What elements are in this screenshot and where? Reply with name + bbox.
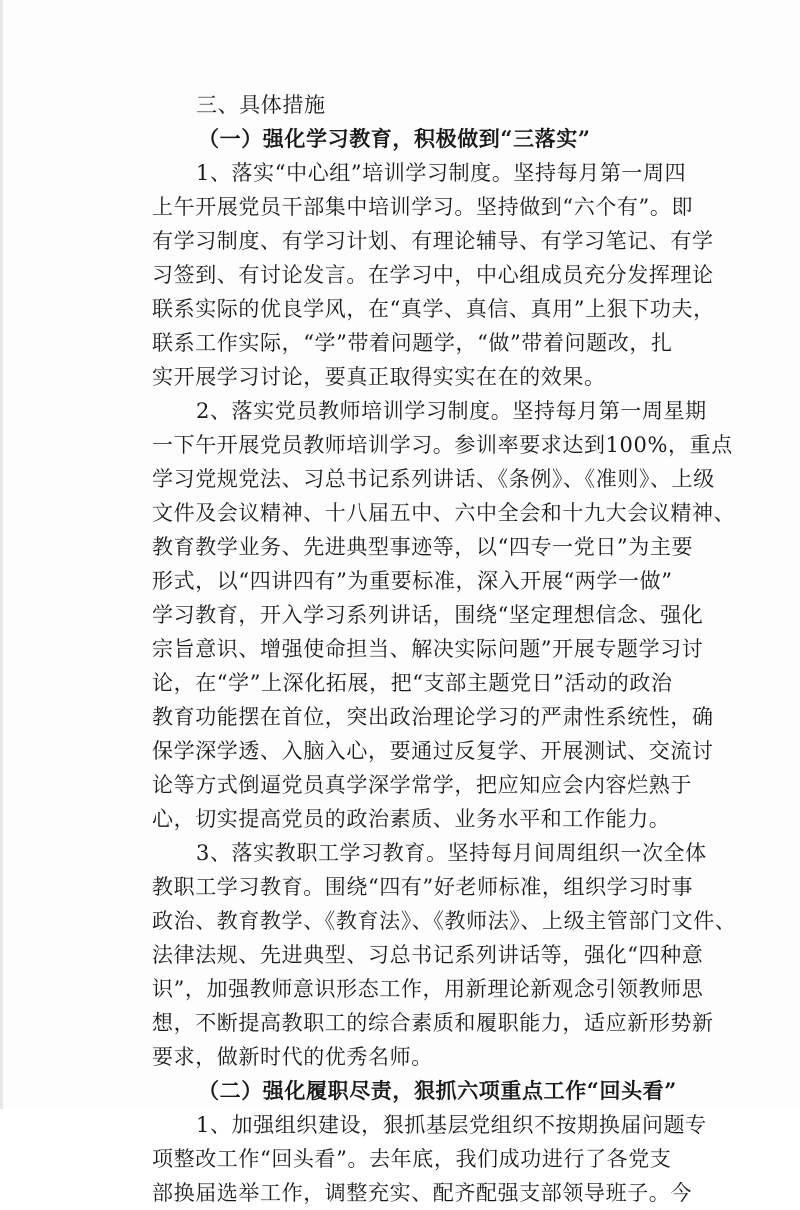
paragraph-line: 政治、教育教学、《教育法》、《教师法》、上级主管部门文件、 (152, 909, 737, 933)
paragraph-line: 想，不断提高教职工的综合素质和履职能力，适应新形势新 (152, 1011, 714, 1035)
paragraph-line: 联系实际的优良学风，在“真学、真信、真用”上狠下功夫， (152, 297, 715, 321)
subheading-duty-review: （二）强化履职尽责，狠抓六项重点工作“回头看” (198, 1078, 677, 1103)
paragraph-line: 学习党规党法、习总书记系列讲话、《条例》、《准则》、上级 (152, 467, 715, 491)
paragraph-line: 文件及会议精神、十八届五中、六中全会和十九大会议精神、 (152, 501, 736, 525)
scan-edge (0, 0, 3, 1109)
paragraph-line: 项整改工作“回头看”。去年底，我们成功进行了各党支 (152, 1147, 672, 1171)
paragraph-line: 部换届选举工作，调整充实、配齐配强支部领导班子。今 (152, 1181, 692, 1205)
paragraph-line: 教育教学业务、先进典型事迹等，以“四专一党日”为主要 (152, 535, 694, 559)
paragraph-line: 心，切实提高党员的政治素质、业务水平和工作能力。 (152, 807, 671, 831)
paragraph-line: 论等方式倒逼党员真学深学常学，把应知应会内容烂熟于 (152, 773, 692, 797)
paragraph-line: 保学深学透、入脑入心，要通过反复学、开展测试、交流讨 (152, 739, 714, 763)
paragraph-line: 教职工学习教育。围绕“四有”好老师标准，组织学习时事 (152, 875, 694, 899)
paragraph-line: 法律法规、先进典型、习总书记系列讲话等，强化“四种意 (152, 943, 704, 967)
paragraph-line: 上午开展党员干部集中培训学习。坚持做到“六个有”。即 (152, 195, 694, 219)
paragraph-party-teacher-study (152, 394, 736, 836)
paragraph-line: 联系工作实际，“学”带着问题学，“做”带着问题改，扎 (152, 331, 673, 355)
paragraph-line: 识”，加强教师意识形态工作，用新理论新观念引领教师思 (152, 977, 704, 1001)
paragraph-line: 宗旨意识、增强使命担当、解决实际问题”开展专题学习讨 (152, 637, 704, 661)
paragraph-center-group-study (152, 156, 715, 394)
paragraph-line: 习签到、有讨论发言。在学习中，中心组成员充分发挥理论 (152, 263, 714, 287)
paragraph-line: 学习教育，开入学习系列讲话，围绕“坚定理想信念、强化 (152, 603, 704, 627)
paragraph-line: 实开展学习讨论，要真正取得实实在在的效果。 (152, 365, 606, 389)
paragraph-line: 一下午开展党员教师培训学习。参训率要求达到100%，重点 (152, 433, 733, 457)
paragraph-line: 1、落实“中心组”培训学习制度。坚持每月第一周四 (196, 161, 687, 185)
paragraph-line: 有学习制度、有学习计划、有理论辅导、有学习笔记、有学 (152, 229, 714, 253)
paragraph-line: 2、落实党员教师培训学习制度。坚持每月第一周星期 (196, 399, 707, 423)
paragraph-line: 形式，以“四讲四有”为重要标准，深入开展“两学一做” (152, 569, 673, 593)
document-body (152, 88, 737, 1210)
section-heading: 三、具体措施 (196, 93, 326, 117)
paragraph-line: 教育功能摆在首位，突出政治理论学习的严肃性系统性，确 (152, 705, 714, 729)
paragraph-line: 1、加强组织建设，狠抓基层党组织不按期换届问题专 (196, 1113, 707, 1137)
paragraph-line: 3、落实教职工学习教育。坚持每月间周组织一次全体 (196, 841, 707, 865)
paragraph-line: 论，在“学”上深化拓展，把“支部主题党日”活动的政治 (152, 671, 673, 695)
paragraph-line: 要求，做新时代的优秀名师。 (152, 1045, 433, 1069)
paragraph-staff-study (152, 836, 737, 1074)
paragraph-organization-building (152, 1108, 707, 1210)
subheading-study-education: （一）强化学习教育，积极做到“三落实” (198, 126, 591, 151)
